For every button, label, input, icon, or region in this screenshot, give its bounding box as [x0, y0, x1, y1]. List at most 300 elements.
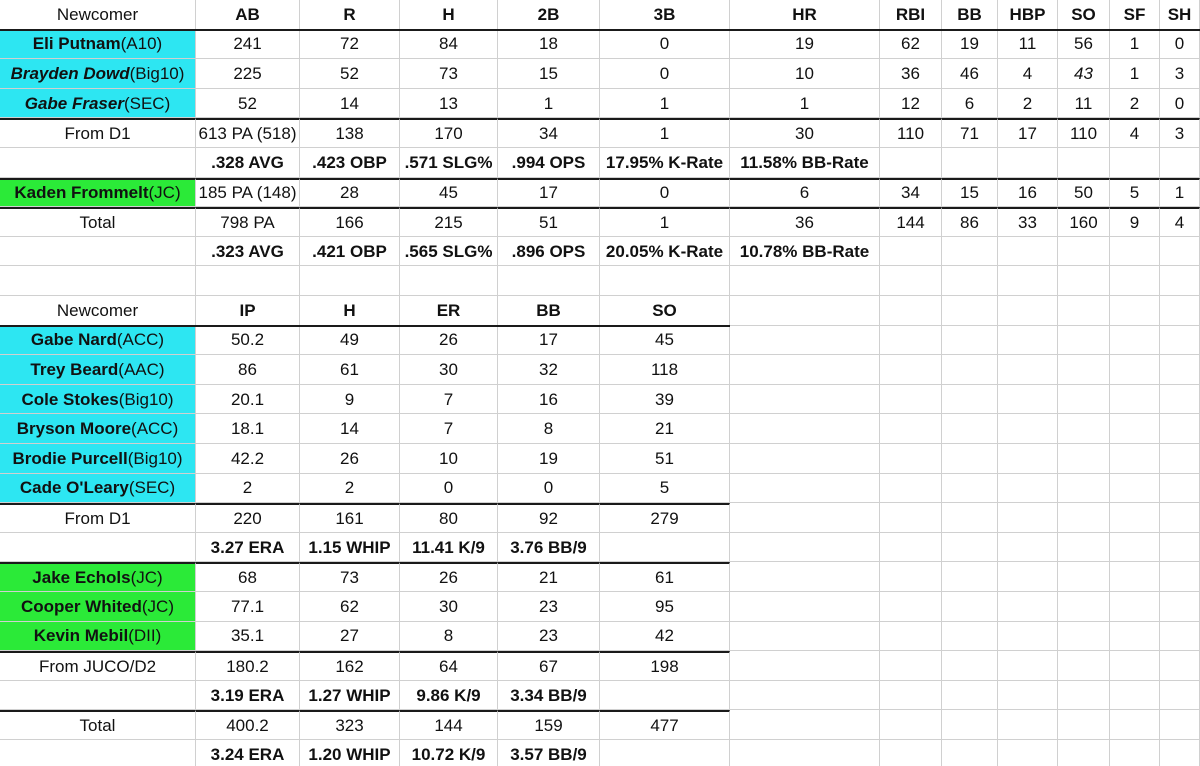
empty-cell[interactable]	[942, 503, 998, 533]
empty-cell[interactable]	[0, 533, 196, 563]
rate-cell[interactable]	[600, 148, 730, 178]
stat-cell[interactable]	[942, 59, 998, 89]
stat-cell[interactable]	[498, 385, 600, 415]
empty-cell[interactable]	[942, 710, 998, 740]
rate-cell[interactable]	[196, 148, 300, 178]
empty-cell[interactable]	[998, 385, 1058, 415]
stat-cell[interactable]	[498, 118, 600, 148]
stat-cell[interactable]	[942, 89, 998, 119]
empty-cell[interactable]	[196, 266, 300, 296]
player-name-cell[interactable]	[0, 444, 196, 474]
empty-cell[interactable]	[730, 355, 880, 385]
stat-cell[interactable]	[300, 385, 400, 415]
empty-cell[interactable]	[998, 562, 1058, 592]
empty-cell[interactable]	[1058, 622, 1110, 652]
stat-cell[interactable]	[300, 178, 400, 208]
empty-cell[interactable]	[880, 740, 942, 766]
empty-cell[interactable]	[730, 622, 880, 652]
stat-cell[interactable]	[498, 178, 600, 208]
empty-cell[interactable]	[730, 710, 880, 740]
stat-cell[interactable]	[196, 178, 300, 208]
empty-cell[interactable]	[730, 385, 880, 415]
column-header[interactable]	[998, 0, 1058, 30]
stat-cell[interactable]	[196, 414, 300, 444]
stat-cell[interactable]	[600, 207, 730, 237]
empty-cell[interactable]	[942, 266, 998, 296]
stat-cell[interactable]	[498, 355, 600, 385]
stat-cell[interactable]	[400, 30, 498, 60]
rate-cell[interactable]	[880, 237, 942, 267]
empty-cell[interactable]	[0, 681, 196, 711]
empty-cell[interactable]	[998, 474, 1058, 504]
stat-cell[interactable]	[998, 178, 1058, 208]
empty-cell[interactable]	[0, 740, 196, 766]
stat-cell[interactable]	[1110, 118, 1160, 148]
empty-cell[interactable]	[998, 414, 1058, 444]
empty-cell[interactable]	[1058, 503, 1110, 533]
rate-cell[interactable]	[600, 740, 730, 766]
rate-cell[interactable]	[498, 533, 600, 563]
stat-cell[interactable]	[600, 30, 730, 60]
empty-cell[interactable]	[998, 710, 1058, 740]
empty-cell[interactable]	[998, 326, 1058, 356]
empty-cell[interactable]	[880, 503, 942, 533]
stat-cell[interactable]	[300, 326, 400, 356]
rate-cell[interactable]	[1110, 237, 1160, 267]
rate-cell[interactable]	[196, 740, 300, 766]
empty-cell[interactable]	[1110, 474, 1160, 504]
stat-cell[interactable]	[300, 592, 400, 622]
stat-cell[interactable]	[1160, 118, 1200, 148]
empty-cell[interactable]	[1058, 355, 1110, 385]
empty-cell[interactable]	[1058, 740, 1110, 766]
stat-cell[interactable]	[942, 30, 998, 60]
player-name-cell[interactable]	[0, 622, 196, 652]
stat-cell[interactable]	[600, 355, 730, 385]
player-name-cell[interactable]	[0, 474, 196, 504]
stat-cell[interactable]	[400, 326, 498, 356]
stat-cell[interactable]	[1058, 89, 1110, 119]
stat-cell[interactable]	[998, 59, 1058, 89]
empty-cell[interactable]	[1160, 740, 1200, 766]
column-header[interactable]	[600, 0, 730, 30]
stat-cell[interactable]	[196, 30, 300, 60]
empty-cell[interactable]	[1110, 326, 1160, 356]
stat-cell[interactable]	[942, 178, 998, 208]
empty-cell[interactable]	[730, 326, 880, 356]
stat-cell[interactable]	[196, 444, 300, 474]
stat-cell[interactable]	[1110, 178, 1160, 208]
empty-cell[interactable]	[1160, 622, 1200, 652]
column-header[interactable]	[400, 0, 498, 30]
empty-cell[interactable]	[880, 533, 942, 563]
stat-cell[interactable]	[400, 385, 498, 415]
rate-cell[interactable]	[942, 148, 998, 178]
rate-cell[interactable]	[400, 740, 498, 766]
rate-cell[interactable]	[300, 533, 400, 563]
rate-cell[interactable]	[400, 237, 498, 267]
player-name-cell[interactable]	[0, 562, 196, 592]
stat-cell[interactable]	[498, 207, 600, 237]
header-newcomer[interactable]	[0, 0, 196, 30]
empty-cell[interactable]	[1160, 592, 1200, 622]
empty-cell[interactable]	[880, 326, 942, 356]
empty-cell[interactable]	[942, 326, 998, 356]
empty-cell[interactable]	[730, 266, 880, 296]
column-header[interactable]	[1110, 0, 1160, 30]
stat-cell[interactable]	[400, 89, 498, 119]
empty-cell[interactable]	[1160, 385, 1200, 415]
empty-cell[interactable]	[1160, 651, 1200, 681]
stat-cell[interactable]	[600, 592, 730, 622]
stat-cell[interactable]	[600, 59, 730, 89]
empty-cell[interactable]	[942, 474, 998, 504]
empty-cell[interactable]	[0, 266, 196, 296]
stat-cell[interactable]	[880, 59, 942, 89]
empty-cell[interactable]	[1160, 444, 1200, 474]
empty-cell[interactable]	[998, 740, 1058, 766]
total-label[interactable]	[0, 118, 196, 148]
stat-cell[interactable]	[498, 592, 600, 622]
empty-cell[interactable]	[998, 681, 1058, 711]
stat-cell[interactable]	[400, 207, 498, 237]
player-name-cell[interactable]	[0, 385, 196, 415]
empty-cell[interactable]	[1110, 296, 1160, 326]
stat-cell[interactable]	[498, 562, 600, 592]
stat-cell[interactable]	[196, 207, 300, 237]
stat-cell[interactable]	[498, 710, 600, 740]
empty-cell[interactable]	[1110, 592, 1160, 622]
empty-cell[interactable]	[1160, 266, 1200, 296]
total-label[interactable]	[0, 651, 196, 681]
stat-cell[interactable]	[600, 622, 730, 652]
empty-cell[interactable]	[1110, 622, 1160, 652]
empty-cell[interactable]	[600, 266, 730, 296]
empty-cell[interactable]	[1058, 710, 1110, 740]
stat-cell[interactable]	[498, 474, 600, 504]
rate-cell[interactable]	[300, 681, 400, 711]
stat-cell[interactable]	[1160, 59, 1200, 89]
stat-cell[interactable]	[196, 562, 300, 592]
empty-cell[interactable]	[880, 296, 942, 326]
empty-cell[interactable]	[998, 533, 1058, 563]
empty-cell[interactable]	[1058, 562, 1110, 592]
stat-cell[interactable]	[1110, 89, 1160, 119]
empty-cell[interactable]	[1110, 355, 1160, 385]
empty-cell[interactable]	[1058, 533, 1110, 563]
empty-cell[interactable]	[1058, 681, 1110, 711]
stat-cell[interactable]	[300, 207, 400, 237]
stat-cell[interactable]	[400, 178, 498, 208]
rate-cell[interactable]	[300, 148, 400, 178]
player-name-cell[interactable]	[0, 326, 196, 356]
column-header[interactable]	[1160, 0, 1200, 30]
rate-cell[interactable]	[196, 681, 300, 711]
empty-cell[interactable]	[880, 562, 942, 592]
empty-cell[interactable]	[880, 444, 942, 474]
empty-cell[interactable]	[998, 622, 1058, 652]
empty-cell[interactable]	[880, 622, 942, 652]
stat-cell[interactable]	[1160, 30, 1200, 60]
empty-cell[interactable]	[880, 414, 942, 444]
stat-cell[interactable]	[196, 59, 300, 89]
rate-cell[interactable]	[498, 237, 600, 267]
empty-cell[interactable]	[1058, 651, 1110, 681]
empty-cell[interactable]	[730, 414, 880, 444]
rate-cell[interactable]	[880, 148, 942, 178]
stat-cell[interactable]	[498, 503, 600, 533]
rate-cell[interactable]	[300, 740, 400, 766]
stat-cell[interactable]	[300, 59, 400, 89]
empty-cell[interactable]	[1160, 474, 1200, 504]
column-header[interactable]	[300, 296, 400, 326]
stat-cell[interactable]	[730, 30, 880, 60]
empty-cell[interactable]	[998, 355, 1058, 385]
stat-cell[interactable]	[300, 89, 400, 119]
column-header[interactable]	[498, 296, 600, 326]
stat-cell[interactable]	[300, 474, 400, 504]
stat-cell[interactable]	[880, 30, 942, 60]
stat-cell[interactable]	[300, 355, 400, 385]
stat-cell[interactable]	[600, 178, 730, 208]
empty-cell[interactable]	[942, 533, 998, 563]
empty-cell[interactable]	[998, 503, 1058, 533]
empty-cell[interactable]	[498, 266, 600, 296]
rate-cell[interactable]	[1110, 148, 1160, 178]
stat-cell[interactable]	[730, 207, 880, 237]
empty-cell[interactable]	[1160, 296, 1200, 326]
stat-cell[interactable]	[498, 89, 600, 119]
stat-cell[interactable]	[1110, 30, 1160, 60]
rate-cell[interactable]	[1058, 148, 1110, 178]
empty-cell[interactable]	[942, 651, 998, 681]
column-header[interactable]	[1058, 0, 1110, 30]
empty-cell[interactable]	[1058, 592, 1110, 622]
empty-cell[interactable]	[1110, 651, 1160, 681]
player-name-cell[interactable]	[0, 355, 196, 385]
column-header[interactable]	[196, 296, 300, 326]
stat-cell[interactable]	[1058, 118, 1110, 148]
empty-cell[interactable]	[942, 385, 998, 415]
empty-cell[interactable]	[1110, 533, 1160, 563]
empty-cell[interactable]	[880, 651, 942, 681]
stat-cell[interactable]	[600, 651, 730, 681]
empty-cell[interactable]	[1110, 266, 1160, 296]
empty-cell[interactable]	[1110, 562, 1160, 592]
stat-cell[interactable]	[1058, 178, 1110, 208]
rate-cell[interactable]	[1160, 148, 1200, 178]
stat-cell[interactable]	[880, 178, 942, 208]
empty-cell[interactable]	[1058, 326, 1110, 356]
stat-cell[interactable]	[300, 414, 400, 444]
empty-cell[interactable]	[400, 266, 498, 296]
stat-cell[interactable]	[196, 651, 300, 681]
empty-cell[interactable]	[998, 444, 1058, 474]
player-name-cell[interactable]	[0, 414, 196, 444]
stat-cell[interactable]	[998, 207, 1058, 237]
stat-cell[interactable]	[196, 385, 300, 415]
rate-cell[interactable]	[300, 237, 400, 267]
empty-cell[interactable]	[1058, 474, 1110, 504]
empty-cell[interactable]	[1160, 562, 1200, 592]
rate-cell[interactable]	[498, 681, 600, 711]
stat-cell[interactable]	[1058, 30, 1110, 60]
column-header[interactable]	[880, 0, 942, 30]
empty-cell[interactable]	[1110, 740, 1160, 766]
empty-cell[interactable]	[730, 651, 880, 681]
empty-cell[interactable]	[942, 355, 998, 385]
stat-cell[interactable]	[196, 592, 300, 622]
stat-cell[interactable]	[600, 562, 730, 592]
empty-cell[interactable]	[1058, 296, 1110, 326]
stat-cell[interactable]	[600, 444, 730, 474]
column-header[interactable]	[498, 0, 600, 30]
empty-cell[interactable]	[730, 681, 880, 711]
rate-cell[interactable]	[942, 237, 998, 267]
rate-cell[interactable]	[1058, 237, 1110, 267]
stat-cell[interactable]	[400, 444, 498, 474]
empty-cell[interactable]	[730, 740, 880, 766]
stat-cell[interactable]	[196, 326, 300, 356]
empty-cell[interactable]	[1110, 385, 1160, 415]
stat-cell[interactable]	[498, 30, 600, 60]
stat-cell[interactable]	[300, 710, 400, 740]
stat-cell[interactable]	[400, 592, 498, 622]
empty-cell[interactable]	[730, 296, 880, 326]
stat-cell[interactable]	[600, 474, 730, 504]
stat-cell[interactable]	[400, 118, 498, 148]
rate-cell[interactable]	[498, 148, 600, 178]
stat-cell[interactable]	[498, 414, 600, 444]
stat-cell[interactable]	[600, 89, 730, 119]
empty-cell[interactable]	[730, 503, 880, 533]
empty-cell[interactable]	[1058, 266, 1110, 296]
stat-cell[interactable]	[600, 326, 730, 356]
rate-cell[interactable]	[600, 533, 730, 563]
stat-cell[interactable]	[300, 118, 400, 148]
stat-cell[interactable]	[196, 710, 300, 740]
stat-cell[interactable]	[1110, 207, 1160, 237]
stat-cell[interactable]	[196, 89, 300, 119]
stat-cell[interactable]	[600, 414, 730, 444]
stat-cell[interactable]	[880, 89, 942, 119]
header-newcomer[interactable]	[0, 296, 196, 326]
empty-cell[interactable]	[880, 592, 942, 622]
stat-cell[interactable]	[196, 622, 300, 652]
player-name-cell[interactable]	[0, 89, 196, 119]
empty-cell[interactable]	[998, 592, 1058, 622]
stat-cell[interactable]	[400, 474, 498, 504]
stat-cell[interactable]	[600, 118, 730, 148]
stat-cell[interactable]	[400, 651, 498, 681]
stat-cell[interactable]	[1160, 207, 1200, 237]
column-header[interactable]	[942, 0, 998, 30]
stat-cell[interactable]	[880, 207, 942, 237]
empty-cell[interactable]	[1160, 710, 1200, 740]
empty-cell[interactable]	[1160, 355, 1200, 385]
empty-cell[interactable]	[942, 622, 998, 652]
empty-cell[interactable]	[730, 444, 880, 474]
empty-cell[interactable]	[942, 562, 998, 592]
empty-cell[interactable]	[300, 266, 400, 296]
stat-cell[interactable]	[498, 444, 600, 474]
empty-cell[interactable]	[0, 237, 196, 267]
empty-cell[interactable]	[1160, 326, 1200, 356]
empty-cell[interactable]	[880, 474, 942, 504]
empty-cell[interactable]	[1160, 681, 1200, 711]
stat-cell[interactable]	[730, 59, 880, 89]
empty-cell[interactable]	[1058, 444, 1110, 474]
empty-cell[interactable]	[942, 444, 998, 474]
stat-cell[interactable]	[730, 89, 880, 119]
stat-cell[interactable]	[1160, 178, 1200, 208]
rate-cell[interactable]	[998, 237, 1058, 267]
player-name-cell[interactable]	[0, 592, 196, 622]
empty-cell[interactable]	[0, 148, 196, 178]
empty-cell[interactable]	[1110, 503, 1160, 533]
stat-cell[interactable]	[600, 385, 730, 415]
rate-cell[interactable]	[196, 237, 300, 267]
stat-cell[interactable]	[1058, 207, 1110, 237]
empty-cell[interactable]	[880, 355, 942, 385]
empty-cell[interactable]	[880, 385, 942, 415]
stat-cell[interactable]	[998, 89, 1058, 119]
empty-cell[interactable]	[942, 414, 998, 444]
rate-cell[interactable]	[400, 148, 498, 178]
empty-cell[interactable]	[1110, 414, 1160, 444]
stat-cell[interactable]	[400, 59, 498, 89]
stat-cell[interactable]	[942, 118, 998, 148]
stat-cell[interactable]	[300, 503, 400, 533]
empty-cell[interactable]	[730, 474, 880, 504]
empty-cell[interactable]	[1110, 681, 1160, 711]
rate-cell[interactable]	[600, 681, 730, 711]
empty-cell[interactable]	[998, 651, 1058, 681]
empty-cell[interactable]	[1110, 710, 1160, 740]
player-name-cell[interactable]	[0, 59, 196, 89]
stat-cell[interactable]	[300, 30, 400, 60]
empty-cell[interactable]	[730, 562, 880, 592]
total-label[interactable]	[0, 503, 196, 533]
empty-cell[interactable]	[880, 266, 942, 296]
total-label[interactable]	[0, 710, 196, 740]
stat-cell[interactable]	[998, 30, 1058, 60]
empty-cell[interactable]	[1058, 385, 1110, 415]
stat-cell[interactable]	[400, 414, 498, 444]
stat-cell[interactable]	[942, 207, 998, 237]
stat-cell[interactable]	[880, 118, 942, 148]
stat-cell[interactable]	[498, 651, 600, 681]
stat-cell[interactable]	[400, 503, 498, 533]
player-name-cell[interactable]	[0, 30, 196, 60]
empty-cell[interactable]	[942, 592, 998, 622]
stat-cell[interactable]	[498, 326, 600, 356]
column-header[interactable]	[300, 0, 400, 30]
empty-cell[interactable]	[1110, 444, 1160, 474]
rate-cell[interactable]	[196, 533, 300, 563]
column-header[interactable]	[400, 296, 498, 326]
stat-cell[interactable]	[196, 355, 300, 385]
total-label[interactable]	[0, 207, 196, 237]
stat-cell[interactable]	[600, 503, 730, 533]
stat-cell[interactable]	[998, 118, 1058, 148]
rate-cell[interactable]	[400, 533, 498, 563]
stat-cell[interactable]	[1058, 59, 1110, 89]
column-header[interactable]	[600, 296, 730, 326]
rate-cell[interactable]	[998, 148, 1058, 178]
empty-cell[interactable]	[730, 592, 880, 622]
empty-cell[interactable]	[1160, 414, 1200, 444]
